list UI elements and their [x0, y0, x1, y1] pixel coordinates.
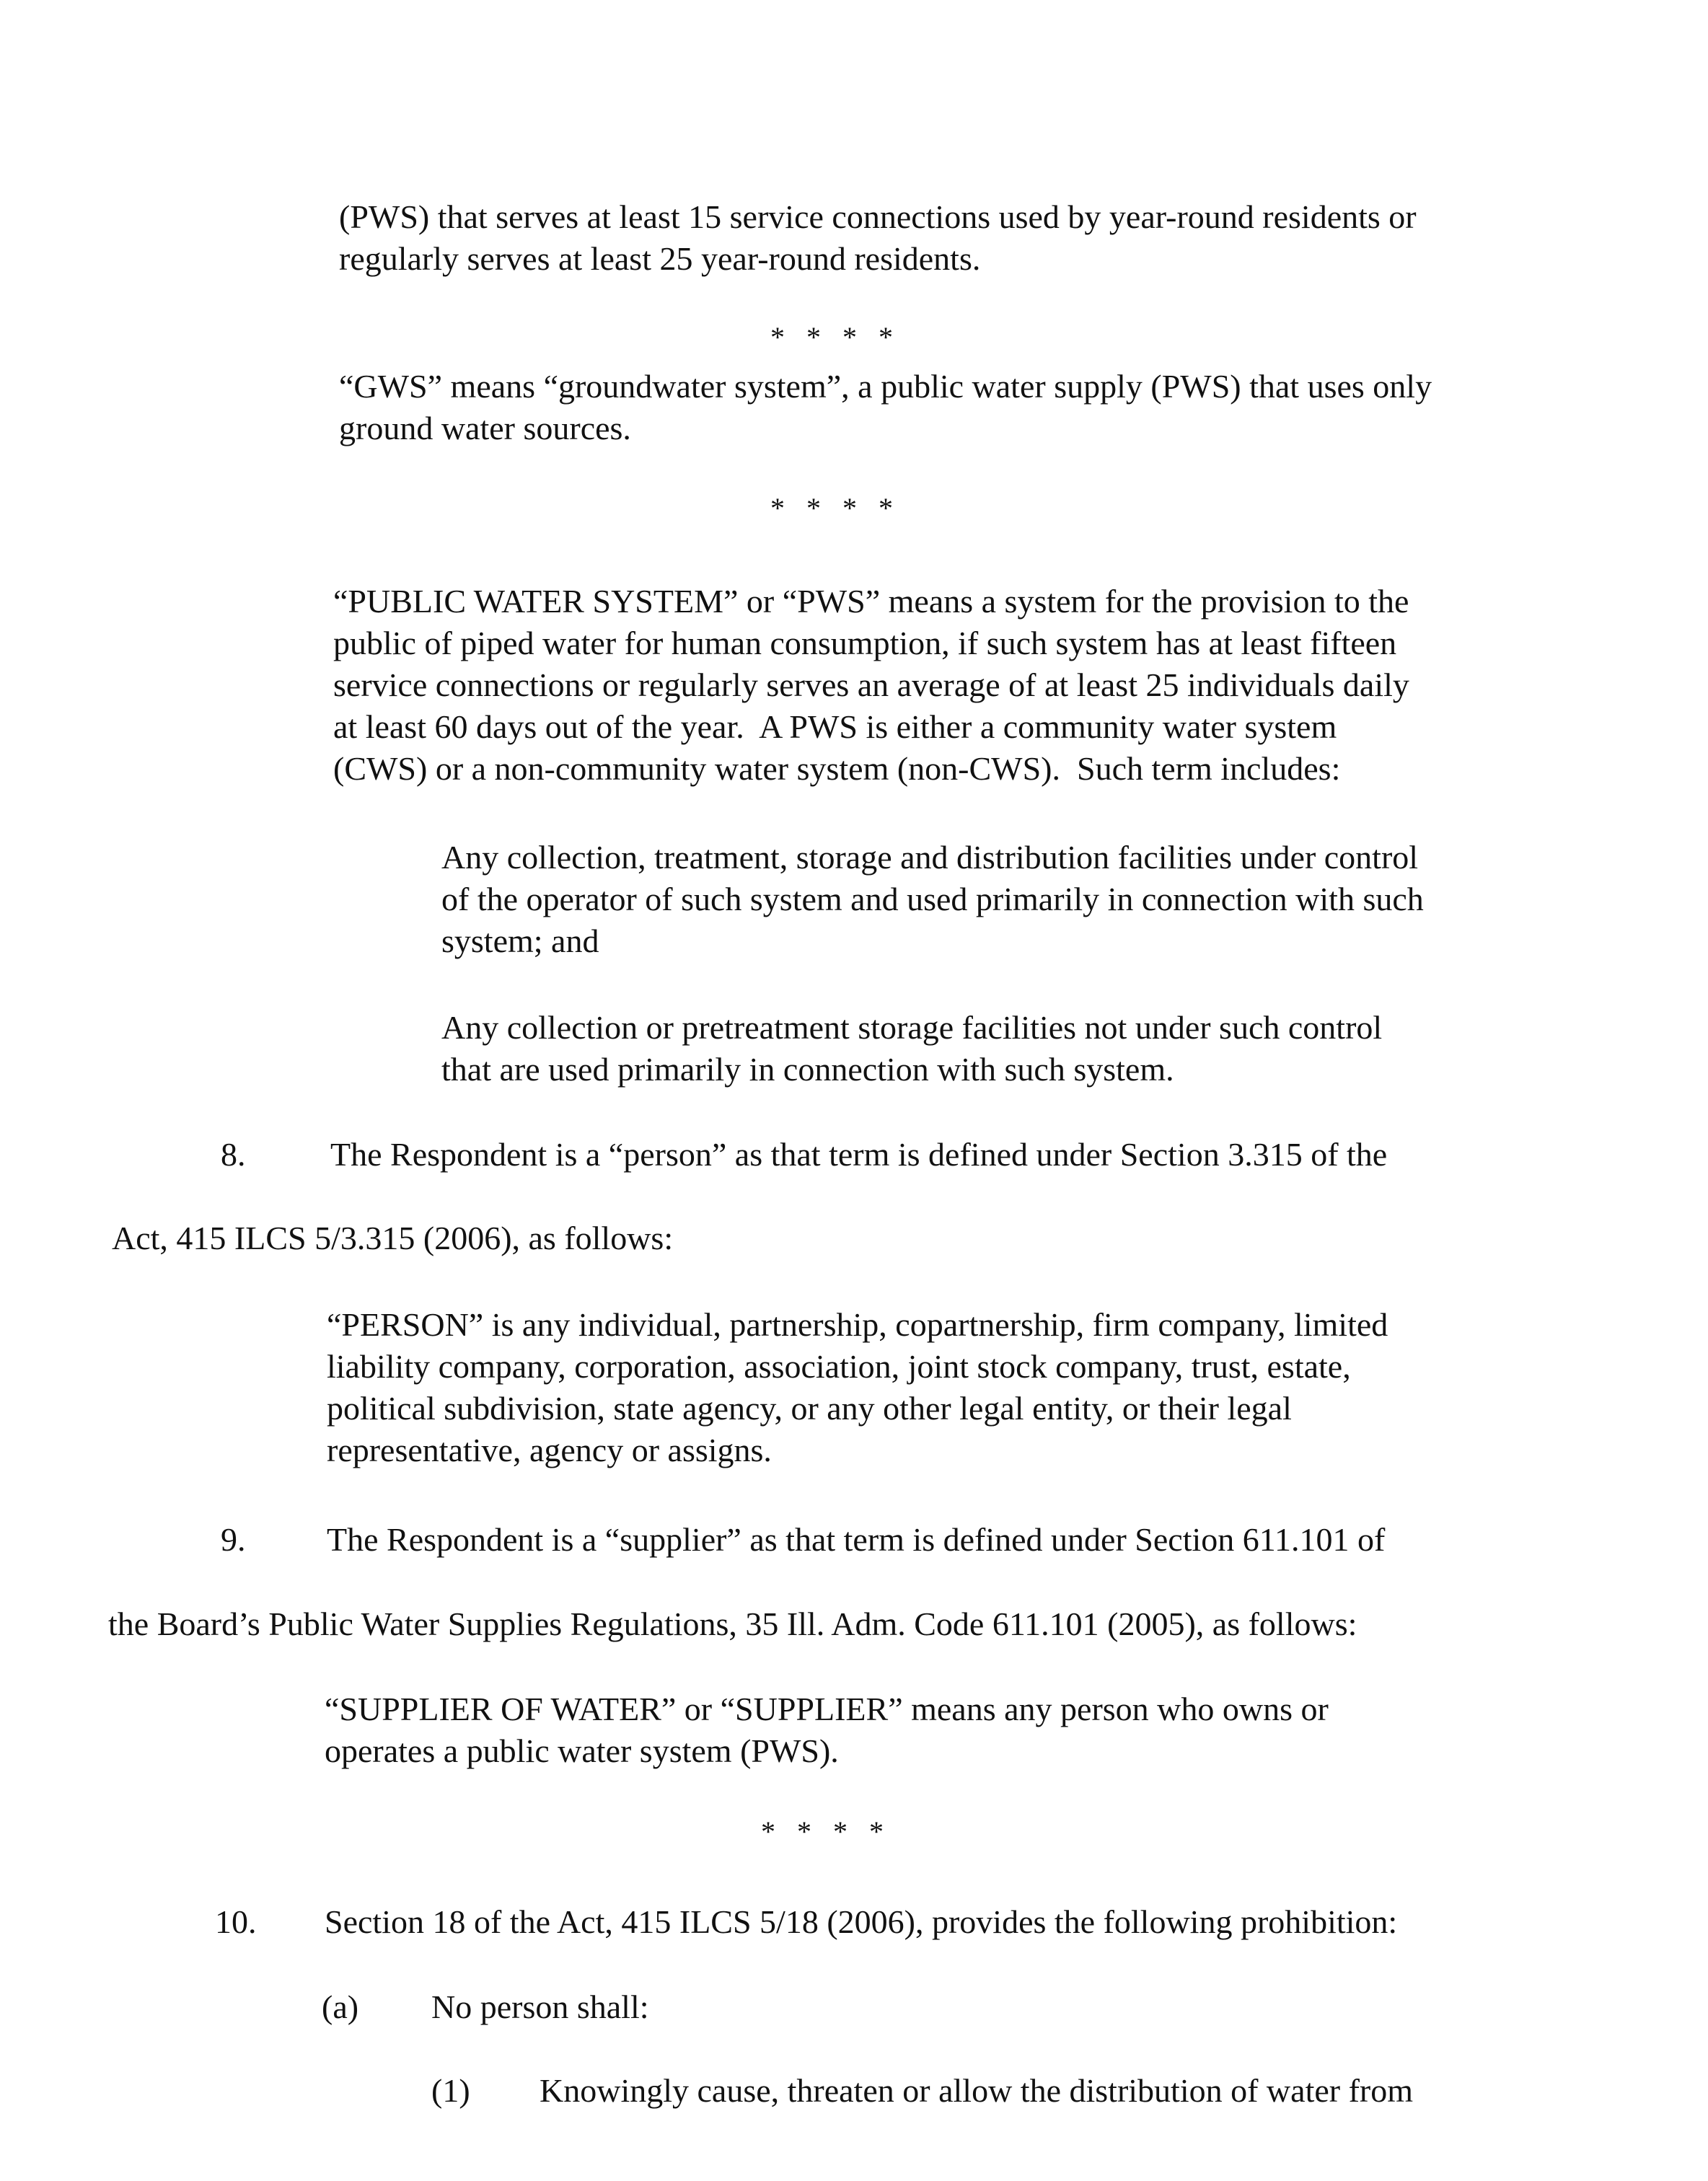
- paragraph-10-line-1: Section 18 of the Act, 415 ILCS 5/18 (2006), provides the following prohibition:: [325, 1903, 1398, 1940]
- item-label: (a): [322, 1988, 359, 2025]
- section-separator: * * * *: [761, 1815, 891, 1848]
- pws-includes-item-1: Any collection, treatment, storage and distribution facilities under control of the operator of such system and used primarily in connection with such system; and: [441, 839, 1424, 959]
- paragraph-8-line-2: Act, 415 ILCS 5/3.315 (2006), as follows:: [112, 1220, 674, 1256]
- pws-includes-item-2: Any collection or pretreatment storage facilities not under such control that are used primarily in connection with such system.: [441, 1009, 1383, 1088]
- item-a-text: No person shall:: [431, 1988, 649, 2025]
- paragraph-number: 8.: [221, 1136, 246, 1173]
- public-water-system-definition: “PUBLIC WATER SYSTEM” or “PWS” means a system for the provision to the public of piped water for human consumption, if such system has at least fifteen service connections or regularly serves an average of at least 25 individuals daily at least 60 days out of the year. A PWS is either a community water system (CWS) or a non-community water system (non-CWS). Such term includes:: [333, 583, 1409, 787]
- pws-definition-tail: (PWS) that serves at least 15 service connections used by year-round residents or regularly serves at least 25 year-round residents.: [339, 198, 1417, 277]
- paragraph-number: 10.: [215, 1903, 257, 1940]
- supplier-definition: “SUPPLIER OF WATER” or “SUPPLIER” means any person who owns or operates a public water system (PWS).: [325, 1691, 1329, 1769]
- paragraph-8-line-1: The Respondent is a “person” as that term is defined under Section 3.315 of the: [330, 1136, 1388, 1173]
- paragraph-9-line-2: the Board’s Public Water Supplies Regulations, 35 Ill. Adm. Code 611.101 (2005), as follows:: [108, 1605, 1357, 1642]
- item-1-text: Knowingly cause, threaten or allow the distribution of water from: [540, 2072, 1414, 2109]
- item-label: (1): [431, 2072, 470, 2109]
- gws-definition: “GWS” means “groundwater system”, a public water supply (PWS) that uses only ground water sources.: [339, 368, 1432, 446]
- person-definition: “PERSON” is any individual, partnership, copartnership, firm company, limited liability company, corporation, association, joint stock company, trust, estate, political subdivision, state agency, or any other legal entity, or their legal representative, agency or assigns.: [327, 1306, 1388, 1468]
- section-separator: * * * *: [770, 492, 900, 524]
- section-separator: * * * *: [770, 321, 900, 353]
- paragraph-9-line-1: The Respondent is a “supplier” as that term is defined under Section 611.101 of: [327, 1521, 1386, 1558]
- paragraph-number: 9.: [221, 1521, 246, 1558]
